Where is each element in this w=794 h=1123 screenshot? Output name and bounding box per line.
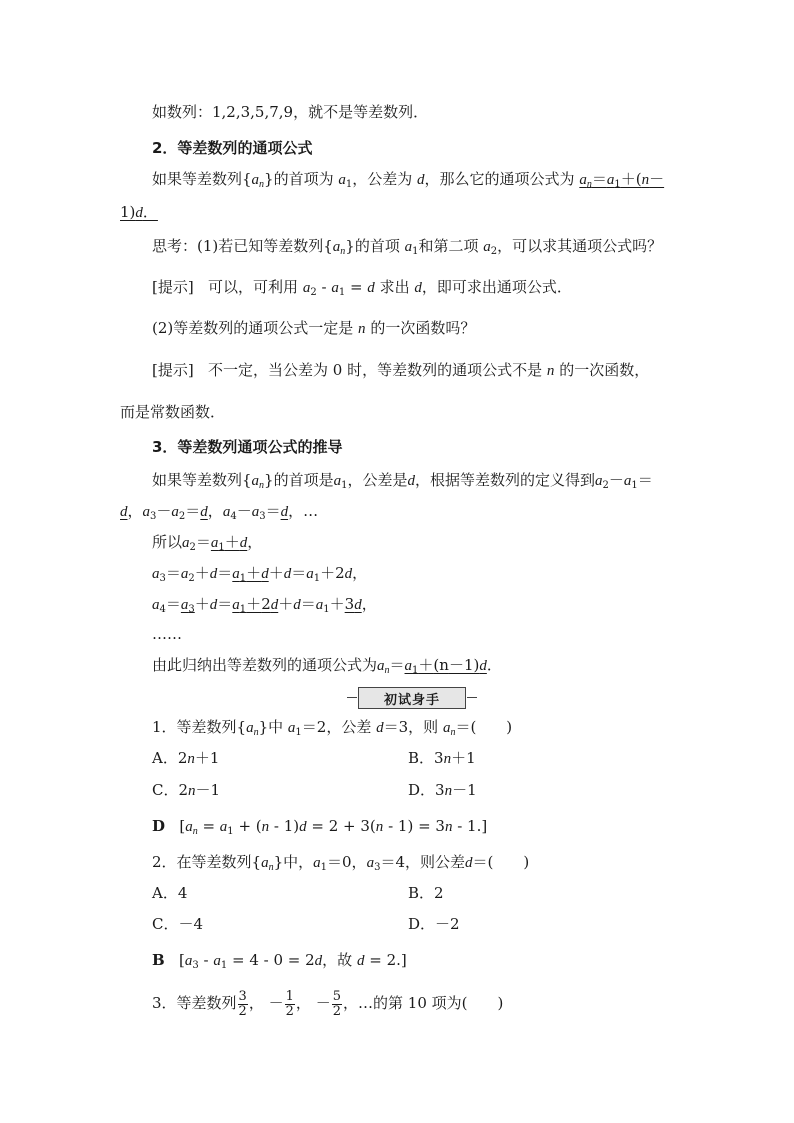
q1-option-c: C．2n－1 — [152, 781, 221, 799]
section2-hint2-cont: 而是常数函数． — [120, 403, 226, 421]
section3-derivation-line5: $a_4=a_3+d=a_1+2d+d=a_1+3d$， — [152, 595, 377, 615]
section-banner-chushi-shenshou: 初试身手 — [358, 687, 466, 709]
q2-option-d: D．－2 — [408, 915, 460, 933]
q1-answer: D — [152, 817, 166, 835]
section3-derivation-line2: d，$a_3-a_2=d$，$a_4-a_3=d$，… — [120, 502, 319, 522]
section3-conclusion: 由此归纳出等差数列的通项公式为$a_n=a_1+(n-1)d$． — [152, 656, 502, 676]
section3-dots: …… — [152, 625, 182, 643]
section3-derivation-line1: 如果等差数列$\{a_n\}$的首项是$a_1$，公差是d，根据等差数列的定义得到$a_2-a_1=$ — [152, 471, 653, 491]
q1-solution: D $[a_n = a_1 + (n - 1)d = 2 + 3(n - 1) = 3n - 1.]$ — [152, 817, 488, 837]
q1-option-d: D．3n－1 — [408, 781, 477, 799]
section2-definition-line1: 如果等差数列$\{a_n\}$的首项为 $a_1$，公差为 d，那么它的通项公式为 $a_n=a_1+(n-$ — [152, 170, 665, 190]
q2-answer: B — [152, 951, 165, 969]
section3-derivation-line3: 所以$a_2=a_1+d$， — [152, 533, 263, 553]
section2-heading: 2．等差数列的通项公式 — [152, 139, 313, 157]
intro-example: 如数列：1,2,3,5,7,9，就不是等差数列． — [152, 103, 429, 121]
q2-stem: 2．在等差数列$\{a_n\}$中，$a_1=0$，$a_3=4$，则公差d＝( ) — [152, 853, 530, 873]
q2-solution: B [$a_3 - a_1 = 4 - 0 = 2d$，故 d = 2.] — [152, 951, 407, 971]
q3-fraction-3: $\frac{5}{2}$ — [332, 988, 342, 1019]
section2-think-question2: (2)等差数列的通项公式一定是 n 的一次函数吗？ — [152, 319, 476, 337]
section3-derivation-line4: $a_3=a_2+d=a_1+d+d=a_1+2d$， — [152, 564, 368, 584]
q3-stem: 3．等差数列 $\frac{3}{2}$ ， － $\frac{1}{2}$ ， － $\frac{5}{2}$ ，…的第 10 项为( ) — [152, 988, 504, 1019]
section2-hint2: [提示] 不一定，当公差为 0 时，等差数列的通项公式不是 n 的一次函数， — [152, 361, 650, 379]
section2-definition-line2: 1)d． — [120, 203, 158, 221]
q3-fraction-1: $\frac{3}{2}$ — [238, 988, 247, 1019]
section2-hint1: [提示] 可以，可利用 $a_2 - a_1 = d$ 求出 d，即可求出通项公式． — [152, 278, 572, 298]
q2-option-c: C．－4 — [152, 915, 204, 933]
q1-stem: 1．等差数列$\{a_n\}$中 $a_1=2$，公差 d＝3，则 $a_n=$( ) — [152, 718, 513, 738]
q1-option-a: A．2n＋1 — [152, 749, 220, 767]
q1-option-b: B．3n＋1 — [408, 749, 476, 767]
q2-option-b: B．2 — [408, 884, 444, 902]
q2-option-a: A．4 — [152, 884, 188, 902]
q3-fraction-2: $\frac{1}{2}$ — [285, 988, 294, 1019]
section2-think-question1: 思考：(1)若已知等差数列$\{a_n\}$的首项 $a_1$和第二项 $a_2$，可以求其通项公式吗？ — [152, 237, 663, 257]
section3-heading: 3．等差数列通项公式的推导 — [152, 438, 343, 456]
